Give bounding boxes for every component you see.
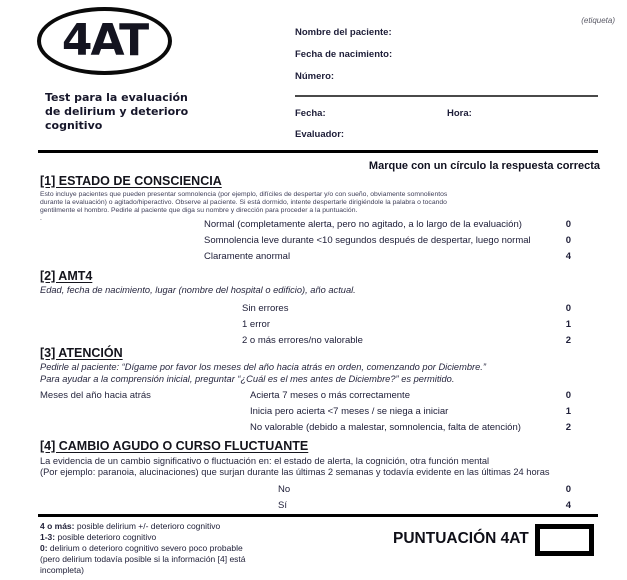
- section-2-description-line: Edad, fecha de nacimiento, lugar (nombre del hospital o edificio), año actual.: [40, 285, 356, 295]
- option-acute-change-yes[interactable]: [278, 500, 571, 511]
- option-alertness-normal[interactable]: [204, 219, 571, 230]
- scoring-key-line: [40, 532, 246, 543]
- 4at-logo-oval: [37, 7, 172, 75]
- section-4-description: [40, 456, 550, 478]
- option-label: Claramente anormal: [204, 251, 291, 262]
- form-subtitle-line: cognitivo: [45, 119, 103, 132]
- option-score[interactable]: 4: [565, 251, 571, 262]
- option-label: Somnolencia leve durante <10 segundos después de despertar, luego normal: [204, 235, 531, 246]
- assessor-label: Evaluador:: [295, 129, 345, 140]
- total-score-box[interactable]: [535, 524, 594, 556]
- section-4-description-line: La evidencia de un cambio significativo o fluctuación en: el estado de alerta, la cognición, otra función mental: [40, 456, 490, 466]
- patient-name-label: Nombre del paciente:: [295, 27, 392, 38]
- option-label: Normal (completamente alerta, pero no agitado, a lo largo de la evaluación): [204, 219, 522, 230]
- option-amt4-two-or-more-errors[interactable]: [242, 335, 571, 346]
- option-label: Sí: [278, 500, 287, 511]
- scoring-key: [40, 521, 246, 576]
- scoring-key-prefix: 0:: [40, 543, 48, 553]
- option-label: 2 o más errores/no valorable: [242, 335, 363, 346]
- section-1-description-line: Esto incluye pacientes que pueden presentar somnolencia (por ejemplo, difíciles de despertar y/o con sueño, obviamente somnolientos: [40, 191, 448, 198]
- birthdate-label: Fecha de nacimiento:: [295, 49, 393, 60]
- section-3-description: [40, 362, 486, 385]
- option-attention-less-than-7[interactable]: [250, 406, 571, 417]
- section-2-title: [2] AMT4: [40, 269, 93, 283]
- footer-divider-black: [38, 514, 598, 517]
- scoring-key-text: delirium o deterioro cognitivo severo poco probable: [47, 543, 243, 553]
- section-1-description: [40, 191, 447, 223]
- option-attention-untestable[interactable]: [250, 422, 571, 433]
- section-3-title: [3] ATENCIÓN: [40, 346, 123, 360]
- total-score-label: PUNTUACIÓN 4AT: [393, 530, 529, 547]
- option-label: 1 error: [242, 319, 270, 330]
- scoring-key-line: [40, 565, 246, 576]
- section-4-title: [4] CAMBIO AGUDO O CURSO FLUCTUANTE: [40, 439, 309, 453]
- circle-answer-instruction: Marque con un círculo la respuesta correcta: [368, 160, 600, 172]
- section-1-description-line: gentilmente el hombro. Pedirle al paciente que diga su nombre y dirección para proceder a la puntuación.: [40, 206, 358, 214]
- header-divider-black: [38, 150, 598, 153]
- section-1-description-line: durante la evaluación) o agitado/hiperactivo. Observe al paciente. Si está dormido, intente despertarle dirigiéndole la palabra o tocando: [40, 198, 447, 206]
- scoring-key-text: incompleta): [40, 565, 84, 575]
- form-subtitle-line: de delirium y deterioro: [45, 105, 189, 118]
- option-alertness-clearly-abnormal[interactable]: [204, 251, 571, 262]
- option-score[interactable]: 1: [565, 406, 571, 417]
- section-3-description-line: Pedirle al paciente: “Dígame por favor los meses del año hacia atrás en orden, comenzando por Diciembre.”: [40, 362, 486, 372]
- option-score[interactable]: 2: [565, 335, 571, 346]
- time-label: Hora:: [447, 108, 472, 119]
- scoring-key-prefix: 1-3:: [40, 532, 56, 542]
- scoring-key-line: [40, 543, 246, 554]
- option-label: No valorable (debido a malestar, somnolencia, falta de atención): [250, 422, 521, 433]
- option-amt4-no-errors[interactable]: [242, 303, 571, 314]
- option-alertness-mild-sleepiness[interactable]: [204, 235, 571, 246]
- scoring-key-line: [40, 521, 246, 532]
- etiqueta-note: (etiqueta): [581, 16, 615, 25]
- form-subtitle-line: Test para la evaluación: [45, 91, 188, 104]
- header-divider-gray: [295, 95, 598, 97]
- option-score[interactable]: 0: [565, 235, 571, 246]
- scoring-key-line: [40, 554, 246, 565]
- option-score[interactable]: 2: [565, 422, 571, 433]
- option-label: Acierta 7 meses o más correctamente: [250, 390, 410, 401]
- section-2-description: [40, 285, 356, 297]
- option-label: Inicia pero acierta <7 meses / se niega a iniciar: [250, 406, 449, 417]
- option-score[interactable]: 0: [565, 219, 571, 230]
- months-backwards-label: Meses del año hacia atrás: [40, 390, 151, 401]
- option-amt4-one-error[interactable]: [242, 319, 571, 330]
- form-subtitle: [45, 91, 235, 133]
- option-acute-change-no[interactable]: [278, 484, 571, 495]
- option-score[interactable]: 0: [565, 484, 571, 495]
- option-score[interactable]: 1: [565, 319, 571, 330]
- scoring-key-prefix: 4 o más:: [40, 521, 75, 531]
- option-attention-7-or-more[interactable]: [250, 390, 571, 401]
- option-score[interactable]: 0: [565, 303, 571, 314]
- date-label: Fecha:: [295, 108, 326, 119]
- scoring-key-text: posible deterioro cognitivo: [55, 532, 157, 542]
- section-4-description-line: (Por ejemplo: paranoia, alucinaciones) que surjan durante las últimas 2 semanas y todavía evidente en las últimas 24 horas: [40, 467, 550, 477]
- 4at-logo-text: 4AT: [61, 15, 148, 66]
- scoring-key-text: (pero delirium todavía posible si la información [4] está: [40, 554, 246, 564]
- scoring-key-text: posible delirium +/- deterioro cognitivo: [74, 521, 221, 531]
- option-label: Sin errores: [242, 303, 289, 314]
- option-label: No: [278, 484, 291, 495]
- option-score[interactable]: 4: [565, 500, 571, 511]
- option-score[interactable]: 0: [565, 390, 571, 401]
- section-1-description-line: .: [40, 214, 42, 222]
- section-1-title: [1] ESTADO DE CONSCIENCIA: [40, 174, 222, 188]
- number-label: Número:: [295, 71, 335, 82]
- section-3-description-line: Para ayudar a la comprensión inicial, preguntar “¿Cuál es el mes antes de Diciembre?” es permitido.: [40, 373, 455, 384]
